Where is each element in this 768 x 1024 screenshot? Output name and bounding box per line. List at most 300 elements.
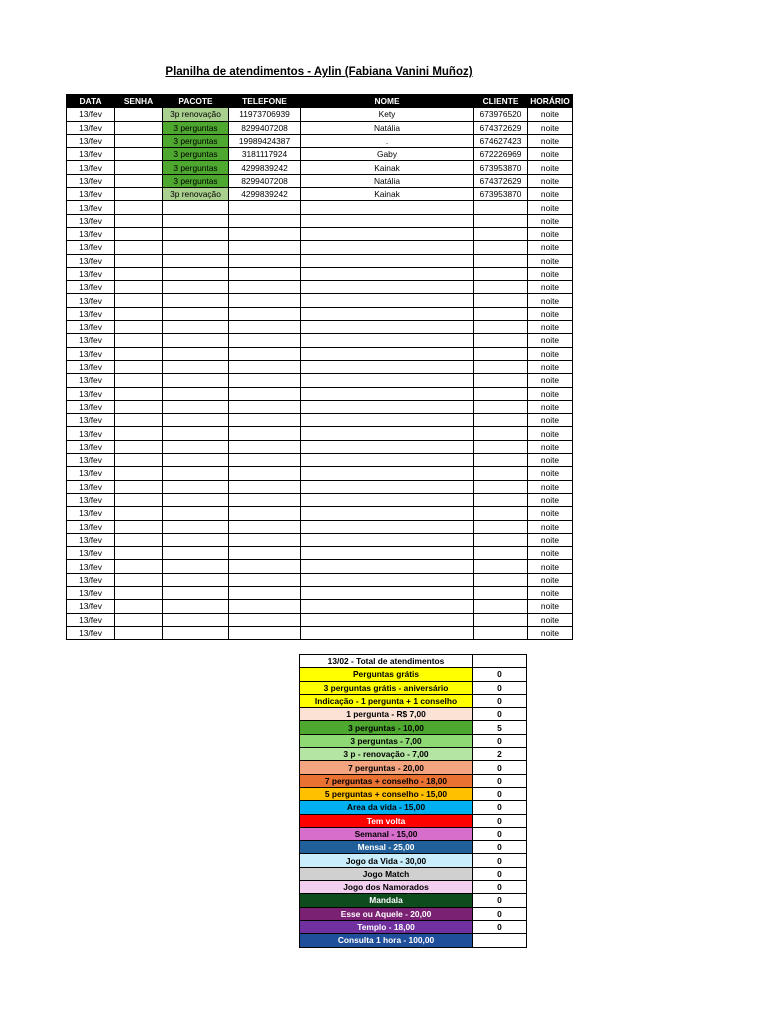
cell-data[interactable]: 13/fev (67, 201, 115, 214)
summary-value[interactable]: 0 (473, 881, 527, 894)
cell-data[interactable]: 13/fev (67, 334, 115, 347)
cell-cliente[interactable] (474, 347, 528, 360)
cell-telefone[interactable] (229, 480, 301, 493)
cell-telefone[interactable] (229, 626, 301, 639)
summary-value[interactable]: 0 (473, 814, 527, 827)
cell-horario[interactable]: noite (528, 254, 573, 267)
cell-telefone[interactable] (229, 560, 301, 573)
summary-value[interactable]: 0 (473, 841, 527, 854)
cell-nome[interactable]: Kety (301, 108, 474, 121)
cell-senha[interactable] (115, 586, 163, 599)
cell-cliente[interactable] (474, 307, 528, 320)
cell-horario[interactable]: noite (528, 307, 573, 320)
cell-nome[interactable] (301, 520, 474, 533)
cell-senha[interactable] (115, 387, 163, 400)
cell-telefone[interactable]: 8299407208 (229, 121, 301, 134)
cell-senha[interactable] (115, 321, 163, 334)
cell-pacote[interactable]: 3 perguntas (163, 161, 229, 174)
cell-horario[interactable]: noite (528, 480, 573, 493)
summary-label[interactable]: Templo - 18,00 (300, 920, 473, 933)
cell-horario[interactable]: noite (528, 227, 573, 240)
cell-nome[interactable] (301, 547, 474, 560)
summary-label[interactable]: Esse ou Aquele - 20,00 (300, 907, 473, 920)
cell-horario[interactable]: noite (528, 600, 573, 613)
cell-horario[interactable]: noite (528, 241, 573, 254)
cell-data[interactable]: 13/fev (67, 560, 115, 573)
summary-label[interactable]: 7 perguntas - 20,00 (300, 761, 473, 774)
cell-data[interactable]: 13/fev (67, 600, 115, 613)
cell-data[interactable]: 13/fev (67, 347, 115, 360)
cell-horario[interactable]: noite (528, 161, 573, 174)
cell-cliente[interactable] (474, 214, 528, 227)
cell-senha[interactable] (115, 227, 163, 240)
cell-data[interactable]: 13/fev (67, 493, 115, 506)
cell-telefone[interactable] (229, 347, 301, 360)
summary-label[interactable]: Jogo Match (300, 867, 473, 880)
cell-pacote[interactable] (163, 454, 229, 467)
cell-nome[interactable] (301, 360, 474, 373)
cell-pacote[interactable] (163, 600, 229, 613)
cell-senha[interactable] (115, 188, 163, 201)
col-header-telefone[interactable]: TELEFONE (229, 95, 301, 108)
cell-horario[interactable]: noite (528, 560, 573, 573)
cell-data[interactable]: 13/fev (67, 400, 115, 413)
cell-cliente[interactable] (474, 267, 528, 280)
cell-telefone[interactable] (229, 400, 301, 413)
cell-cliente[interactable] (474, 400, 528, 413)
summary-value[interactable]: 0 (473, 854, 527, 867)
cell-horario[interactable]: noite (528, 347, 573, 360)
cell-nome[interactable] (301, 334, 474, 347)
summary-value[interactable]: 0 (473, 694, 527, 707)
cell-senha[interactable] (115, 334, 163, 347)
summary-label[interactable]: Mensal - 25,00 (300, 841, 473, 854)
cell-data[interactable]: 13/fev (67, 626, 115, 639)
summary-header-blank[interactable] (473, 655, 527, 668)
summary-value[interactable]: 0 (473, 774, 527, 787)
col-header-nome[interactable]: NOME (301, 95, 474, 108)
cell-data[interactable]: 13/fev (67, 467, 115, 480)
cell-data[interactable]: 13/fev (67, 241, 115, 254)
cell-cliente[interactable] (474, 294, 528, 307)
cell-horario[interactable]: noite (528, 493, 573, 506)
cell-nome[interactable] (301, 201, 474, 214)
cell-data[interactable]: 13/fev (67, 520, 115, 533)
cell-telefone[interactable] (229, 520, 301, 533)
cell-pacote[interactable] (163, 267, 229, 280)
cell-cliente[interactable] (474, 334, 528, 347)
summary-label[interactable]: Tem volta (300, 814, 473, 827)
cell-senha[interactable] (115, 493, 163, 506)
cell-horario[interactable]: noite (528, 321, 573, 334)
cell-pacote[interactable] (163, 613, 229, 626)
cell-horario[interactable]: noite (528, 533, 573, 546)
cell-telefone[interactable] (229, 586, 301, 599)
cell-cliente[interactable] (474, 427, 528, 440)
summary-value[interactable]: 0 (473, 827, 527, 840)
cell-pacote[interactable] (163, 360, 229, 373)
cell-data[interactable]: 13/fev (67, 267, 115, 280)
cell-data[interactable]: 13/fev (67, 174, 115, 187)
cell-pacote[interactable] (163, 281, 229, 294)
cell-data[interactable]: 13/fev (67, 440, 115, 453)
cell-pacote[interactable] (163, 493, 229, 506)
cell-telefone[interactable] (229, 267, 301, 280)
cell-data[interactable]: 13/fev (67, 121, 115, 134)
cell-cliente[interactable] (474, 493, 528, 506)
cell-senha[interactable] (115, 360, 163, 373)
cell-senha[interactable] (115, 626, 163, 639)
cell-pacote[interactable] (163, 427, 229, 440)
cell-data[interactable]: 13/fev (67, 454, 115, 467)
cell-cliente[interactable] (474, 547, 528, 560)
cell-horario[interactable]: noite (528, 360, 573, 373)
summary-value[interactable]: 0 (473, 681, 527, 694)
cell-pacote[interactable] (163, 294, 229, 307)
cell-data[interactable]: 13/fev (67, 573, 115, 586)
cell-cliente[interactable] (474, 520, 528, 533)
summary-label[interactable]: Consulta 1 hora - 100,00 (300, 934, 473, 947)
cell-telefone[interactable] (229, 454, 301, 467)
cell-horario[interactable]: noite (528, 507, 573, 520)
cell-horario[interactable]: noite (528, 427, 573, 440)
cell-nome[interactable] (301, 560, 474, 573)
summary-label[interactable]: Jogo dos Namorados (300, 881, 473, 894)
cell-cliente[interactable] (474, 480, 528, 493)
cell-telefone[interactable] (229, 321, 301, 334)
cell-senha[interactable] (115, 547, 163, 560)
cell-senha[interactable] (115, 294, 163, 307)
cell-cliente[interactable] (474, 440, 528, 453)
cell-pacote[interactable] (163, 533, 229, 546)
cell-cliente[interactable]: 672226969 (474, 148, 528, 161)
cell-cliente[interactable] (474, 560, 528, 573)
cell-data[interactable]: 13/fev (67, 387, 115, 400)
cell-cliente[interactable] (474, 360, 528, 373)
cell-nome[interactable] (301, 454, 474, 467)
cell-horario[interactable]: noite (528, 586, 573, 599)
cell-horario[interactable]: noite (528, 134, 573, 147)
cell-horario[interactable]: noite (528, 626, 573, 639)
summary-label[interactable]: 3 perguntas - 7,00 (300, 734, 473, 747)
summary-value[interactable]: 5 (473, 721, 527, 734)
cell-telefone[interactable] (229, 573, 301, 586)
cell-data[interactable]: 13/fev (67, 254, 115, 267)
summary-label[interactable]: Mandala (300, 894, 473, 907)
cell-data[interactable]: 13/fev (67, 294, 115, 307)
cell-nome[interactable] (301, 600, 474, 613)
summary-label[interactable]: Jogo da Vida - 30,00 (300, 854, 473, 867)
cell-cliente[interactable] (474, 281, 528, 294)
cell-nome[interactable] (301, 427, 474, 440)
cell-pacote[interactable] (163, 374, 229, 387)
cell-nome[interactable] (301, 241, 474, 254)
cell-pacote[interactable] (163, 440, 229, 453)
cell-pacote[interactable] (163, 507, 229, 520)
cell-data[interactable]: 13/fev (67, 214, 115, 227)
cell-pacote[interactable] (163, 254, 229, 267)
summary-value[interactable]: 0 (473, 920, 527, 933)
cell-telefone[interactable]: 19989424387 (229, 134, 301, 147)
cell-telefone[interactable] (229, 613, 301, 626)
cell-data[interactable]: 13/fev (67, 148, 115, 161)
cell-horario[interactable]: noite (528, 214, 573, 227)
summary-label[interactable]: Indicação - 1 pergunta + 1 conselho (300, 694, 473, 707)
cell-telefone[interactable] (229, 294, 301, 307)
cell-senha[interactable] (115, 214, 163, 227)
cell-senha[interactable] (115, 600, 163, 613)
cell-cliente[interactable]: 674627423 (474, 134, 528, 147)
cell-pacote[interactable] (163, 586, 229, 599)
cell-nome[interactable]: . (301, 134, 474, 147)
cell-telefone[interactable] (229, 214, 301, 227)
cell-cliente[interactable] (474, 201, 528, 214)
cell-cliente[interactable] (474, 600, 528, 613)
cell-telefone[interactable]: 3181117924 (229, 148, 301, 161)
cell-telefone[interactable] (229, 227, 301, 240)
cell-senha[interactable] (115, 480, 163, 493)
cell-nome[interactable] (301, 281, 474, 294)
cell-senha[interactable] (115, 121, 163, 134)
cell-pacote[interactable] (163, 334, 229, 347)
cell-cliente[interactable] (474, 254, 528, 267)
summary-label[interactable]: 7 perguntas + conselho - 18,00 (300, 774, 473, 787)
cell-nome[interactable] (301, 626, 474, 639)
cell-pacote[interactable] (163, 480, 229, 493)
cell-telefone[interactable] (229, 281, 301, 294)
cell-nome[interactable] (301, 507, 474, 520)
cell-senha[interactable] (115, 281, 163, 294)
cell-senha[interactable] (115, 347, 163, 360)
cell-nome[interactable] (301, 533, 474, 546)
cell-horario[interactable]: noite (528, 547, 573, 560)
cell-horario[interactable]: noite (528, 121, 573, 134)
cell-pacote[interactable]: 3p renovação (163, 108, 229, 121)
cell-nome[interactable] (301, 254, 474, 267)
summary-label[interactable]: Semanal - 15,00 (300, 827, 473, 840)
summary-label[interactable]: 3 perguntas - 10,00 (300, 721, 473, 734)
cell-telefone[interactable] (229, 427, 301, 440)
cell-cliente[interactable] (474, 533, 528, 546)
cell-nome[interactable] (301, 294, 474, 307)
summary-header[interactable]: 13/02 - Total de atendimentos (300, 655, 473, 668)
cell-senha[interactable] (115, 148, 163, 161)
cell-nome[interactable] (301, 480, 474, 493)
cell-telefone[interactable]: 8299407208 (229, 174, 301, 187)
summary-value[interactable]: 0 (473, 668, 527, 681)
cell-pacote[interactable] (163, 467, 229, 480)
cell-cliente[interactable] (474, 586, 528, 599)
cell-nome[interactable]: Gaby (301, 148, 474, 161)
cell-horario[interactable]: noite (528, 400, 573, 413)
cell-pacote[interactable] (163, 307, 229, 320)
cell-data[interactable]: 13/fev (67, 613, 115, 626)
cell-cliente[interactable] (474, 321, 528, 334)
cell-senha[interactable] (115, 440, 163, 453)
cell-telefone[interactable] (229, 360, 301, 373)
cell-horario[interactable]: noite (528, 613, 573, 626)
cell-pacote[interactable]: 3p renovação (163, 188, 229, 201)
cell-nome[interactable] (301, 414, 474, 427)
cell-data[interactable]: 13/fev (67, 414, 115, 427)
cell-senha[interactable] (115, 241, 163, 254)
summary-label[interactable]: 3 p - renovação - 7,00 (300, 748, 473, 761)
cell-nome[interactable] (301, 347, 474, 360)
cell-senha[interactable] (115, 134, 163, 147)
cell-nome[interactable]: Kainak (301, 188, 474, 201)
cell-nome[interactable] (301, 493, 474, 506)
cell-data[interactable]: 13/fev (67, 586, 115, 599)
cell-horario[interactable]: noite (528, 573, 573, 586)
cell-senha[interactable] (115, 560, 163, 573)
cell-nome[interactable] (301, 227, 474, 240)
cell-telefone[interactable] (229, 241, 301, 254)
cell-cliente[interactable] (474, 467, 528, 480)
cell-data[interactable]: 13/fev (67, 321, 115, 334)
summary-label[interactable]: Area da vida - 15,00 (300, 801, 473, 814)
cell-senha[interactable] (115, 507, 163, 520)
col-header-senha[interactable]: SENHA (115, 95, 163, 108)
cell-cliente[interactable] (474, 227, 528, 240)
summary-value[interactable]: 2 (473, 748, 527, 761)
cell-senha[interactable] (115, 533, 163, 546)
cell-telefone[interactable] (229, 600, 301, 613)
cell-telefone[interactable] (229, 467, 301, 480)
cell-data[interactable]: 13/fev (67, 108, 115, 121)
cell-cliente[interactable] (474, 241, 528, 254)
cell-pacote[interactable] (163, 214, 229, 227)
cell-nome[interactable] (301, 214, 474, 227)
cell-cliente[interactable]: 674372629 (474, 121, 528, 134)
cell-nome[interactable] (301, 613, 474, 626)
cell-pacote[interactable] (163, 573, 229, 586)
cell-pacote[interactable] (163, 227, 229, 240)
cell-nome[interactable]: Natália (301, 174, 474, 187)
cell-senha[interactable] (115, 374, 163, 387)
cell-cliente[interactable]: 674372629 (474, 174, 528, 187)
cell-data[interactable]: 13/fev (67, 374, 115, 387)
cell-data[interactable]: 13/fev (67, 227, 115, 240)
summary-label[interactable]: 3 perguntas grátis - aniversário (300, 681, 473, 694)
cell-cliente[interactable]: 673976520 (474, 108, 528, 121)
cell-nome[interactable]: Kainak (301, 161, 474, 174)
summary-label[interactable]: 1 pergunta - R$ 7,00 (300, 708, 473, 721)
cell-telefone[interactable] (229, 440, 301, 453)
cell-horario[interactable]: noite (528, 294, 573, 307)
cell-horario[interactable]: noite (528, 374, 573, 387)
cell-nome[interactable]: Natália (301, 121, 474, 134)
cell-horario[interactable]: noite (528, 108, 573, 121)
summary-value[interactable]: 0 (473, 801, 527, 814)
cell-senha[interactable] (115, 201, 163, 214)
cell-horario[interactable]: noite (528, 387, 573, 400)
cell-senha[interactable] (115, 307, 163, 320)
cell-pacote[interactable]: 3 perguntas (163, 148, 229, 161)
cell-data[interactable]: 13/fev (67, 281, 115, 294)
cell-data[interactable]: 13/fev (67, 507, 115, 520)
cell-horario[interactable]: noite (528, 281, 573, 294)
cell-telefone[interactable] (229, 201, 301, 214)
cell-senha[interactable] (115, 174, 163, 187)
cell-pacote[interactable] (163, 347, 229, 360)
cell-cliente[interactable] (474, 387, 528, 400)
col-header-horario[interactable]: HORÁRIO (528, 95, 573, 108)
cell-pacote[interactable]: 3 perguntas (163, 121, 229, 134)
cell-pacote[interactable] (163, 560, 229, 573)
cell-senha[interactable] (115, 414, 163, 427)
cell-telefone[interactable] (229, 507, 301, 520)
cell-horario[interactable]: noite (528, 188, 573, 201)
cell-data[interactable]: 13/fev (67, 161, 115, 174)
cell-senha[interactable] (115, 454, 163, 467)
cell-cliente[interactable] (474, 507, 528, 520)
cell-cliente[interactable] (474, 414, 528, 427)
cell-telefone[interactable]: 4299839242 (229, 188, 301, 201)
cell-telefone[interactable] (229, 307, 301, 320)
cell-pacote[interactable]: 3 perguntas (163, 174, 229, 187)
cell-horario[interactable]: noite (528, 467, 573, 480)
col-header-data[interactable]: DATA (67, 95, 115, 108)
col-header-cliente[interactable]: CLIENTE (474, 95, 528, 108)
cell-horario[interactable]: noite (528, 520, 573, 533)
cell-horario[interactable]: noite (528, 440, 573, 453)
cell-senha[interactable] (115, 613, 163, 626)
cell-telefone[interactable] (229, 533, 301, 546)
cell-pacote[interactable] (163, 520, 229, 533)
cell-telefone[interactable] (229, 414, 301, 427)
cell-telefone[interactable] (229, 387, 301, 400)
cell-data[interactable]: 13/fev (67, 427, 115, 440)
cell-senha[interactable] (115, 254, 163, 267)
cell-senha[interactable] (115, 573, 163, 586)
cell-data[interactable]: 13/fev (67, 533, 115, 546)
cell-cliente[interactable]: 673953870 (474, 188, 528, 201)
cell-senha[interactable] (115, 161, 163, 174)
cell-senha[interactable] (115, 427, 163, 440)
cell-nome[interactable] (301, 267, 474, 280)
summary-label[interactable]: 5 perguntas + conselho - 15,00 (300, 787, 473, 800)
cell-data[interactable]: 13/fev (67, 480, 115, 493)
cell-senha[interactable] (115, 108, 163, 121)
cell-cliente[interactable] (474, 374, 528, 387)
cell-nome[interactable] (301, 586, 474, 599)
cell-telefone[interactable] (229, 254, 301, 267)
col-header-pacote[interactable]: PACOTE (163, 95, 229, 108)
cell-data[interactable]: 13/fev (67, 360, 115, 373)
cell-cliente[interactable] (474, 613, 528, 626)
cell-horario[interactable]: noite (528, 201, 573, 214)
cell-cliente[interactable] (474, 626, 528, 639)
summary-value[interactable]: 0 (473, 734, 527, 747)
cell-pacote[interactable] (163, 201, 229, 214)
cell-nome[interactable] (301, 573, 474, 586)
cell-telefone[interactable] (229, 374, 301, 387)
cell-nome[interactable] (301, 400, 474, 413)
summary-value[interactable] (473, 934, 527, 947)
cell-senha[interactable] (115, 467, 163, 480)
cell-telefone[interactable]: 4299839242 (229, 161, 301, 174)
summary-value[interactable]: 0 (473, 708, 527, 721)
cell-pacote[interactable] (163, 414, 229, 427)
cell-telefone[interactable] (229, 547, 301, 560)
summary-value[interactable]: 0 (473, 867, 527, 880)
cell-cliente[interactable] (474, 573, 528, 586)
summary-value[interactable]: 0 (473, 761, 527, 774)
cell-pacote[interactable]: 3 perguntas (163, 134, 229, 147)
cell-nome[interactable] (301, 440, 474, 453)
cell-horario[interactable]: noite (528, 334, 573, 347)
cell-pacote[interactable] (163, 321, 229, 334)
